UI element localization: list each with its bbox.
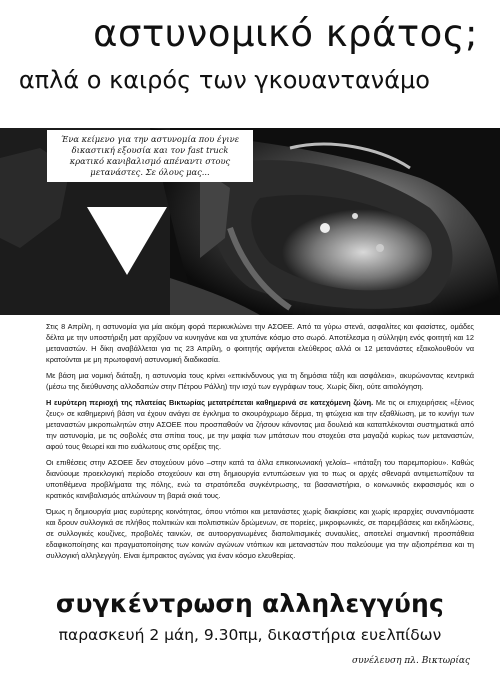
paragraph: Στις 8 Απρίλη, η αστυνομία για μία ακόμη φορά περικυκλώνει την ΑΣΟΕΕ. Από τα γύρω στενά, ασφαλίτες και φασίστες, ομάδες δέλτα με την υποστήριξη ματ αρχίζουν να κυνηγάνε και να χτυπάνε κόσμο στο σωρό. Αποτέλεσμα η σύλληψη ενός φοιτητή και 12 μεταναστών. Η δίκη αναβάλλεται για τις 23 Απρίλη, ο φοιτητής αφήνεται ελεύθερος αλλά οι 12 μετανάστες εξακολουθούν να κρατούνται με μη πρωτοφανή αστυνομική διαδικασία.	[46, 322, 474, 364]
paragraph: Με βάση μια νομική διάταξη, η αστυνομία τους κρίνει «επικίνδυνους για τη δημόσια τάξη και ασφάλεια», ακυρώνοντας κεντρικά (μέσω της διεύθυνσης αλλοδαπών στην Πέτρου Ράλλη) την ισχύ των εγγράφων τους. Χωρίς δίκη, ούτε αιτιολόγηση.	[46, 371, 474, 391]
poster-subtitle: απλά ο καιρός των γκουαντανάμο	[18, 66, 430, 94]
paragraph: Οι επιθέσεις στην ΑΣΟΕΕ δεν στοχεύουν μόνο –στην κατά τα άλλα επικοινωνιακή γελοία– «πάταξη του παρεμπορίου». Καθώς διανύουμε προεκλογική περίοδο στοχεύουν και στη δημιουργία εντυπώσεων για το πως οι αρχές σθεναρά αντιμετωπίζουν τα υποτιθέμενα προβλήματα της πόλης, ενώ τα στρατόπεδα συγκέντρωσης, τα βασανιστήρια, ο κοινωνικός εκφασισμός και ο κρατικός κανιβαλισμός απλώνουν τη βαριά σκιά τους.	[46, 458, 474, 500]
white-triangle-graphic	[87, 207, 167, 275]
poster-title: αστυνομικό κράτος;	[93, 12, 478, 55]
paragraph-lead: Η ευρύτερη περιοχή της πλατείας Βικτωρίας μετατρέπεται καθημερινά σε κατεχόμενη ζώνη.	[46, 398, 374, 407]
intro-text: Ένα κείμενο για την αστυνομία που έγινε δικαστική εξουσία και τον fast truck κρατικό κανιβαλισμό απέναντι στους μετανάστες. Σε όλους μας...	[47, 130, 253, 182]
rally-time-place: παρασκευή 2 μάη, 9.30πμ, δικαστήρια ευελπίδων	[58, 626, 442, 644]
paragraph: Όμως η δημιουργία μιας ευρύτερης κοινότητας, όπου ντόπιοι και μετανάστες χωρίς διακρίσεις και χωρίς ιεραρχίες συναντιόμαστε και δρουν συλλογικά σε πλήθος πολιτικών και πολιτιστικών δρώμενων, σε πορείες, μικροφωνικές, σε παρεμβάσεις και εκδηλώσεις, σε συλλογικές κουζίνες, προβολές ταινιών, σε αυτοοργανωμένες διαπολιτισμικές συναυλίες, αποτελεί σημαντική προσπάθεια εδαφικοποίησης και πραγματοποίησης των κοινών αγώνων ντόπιων και μεταναστών που παλεύουμε για την αξιοπρέπεια και τη συλλογική αλληλεγγύη. Είναι έμπρακτος αγώνας για έναν κόσμο ελευθερίας.	[46, 507, 474, 560]
paragraph-text: Με τις οι επιχειρήσεις «ξένιος ζευς» σε καθημερινή βάση να έχουν ανάγει σε έγκλημα το σκουρόχρωμο δέρμα, τη φτώχεια και την εξαθλίωση, με το κυνήγι των μεταναστών μικροπωλητών στην ΑΣΟΕΕ που προσπαθούν να ζήσουν κάνοντας μια δουλειά και καταπλέκονται συστηματικά από την αστυνομία, με τις σοβολές στα σπίτια τους, με την μαφία των μπάτσων που στοχεύει στα μαγαζιά κυρίως των μεταναστών, αφού τους θεωρεί και πιο ευάλωτους στις ορέξεις της.	[46, 398, 475, 451]
article-body	[46, 321, 474, 566]
rally-title: συγκέντρωση αλληλεγγύης	[55, 589, 445, 618]
paragraph	[46, 397, 474, 452]
organizer-signature: συνέλευση πλ. Βικτωρίας	[352, 656, 470, 666]
